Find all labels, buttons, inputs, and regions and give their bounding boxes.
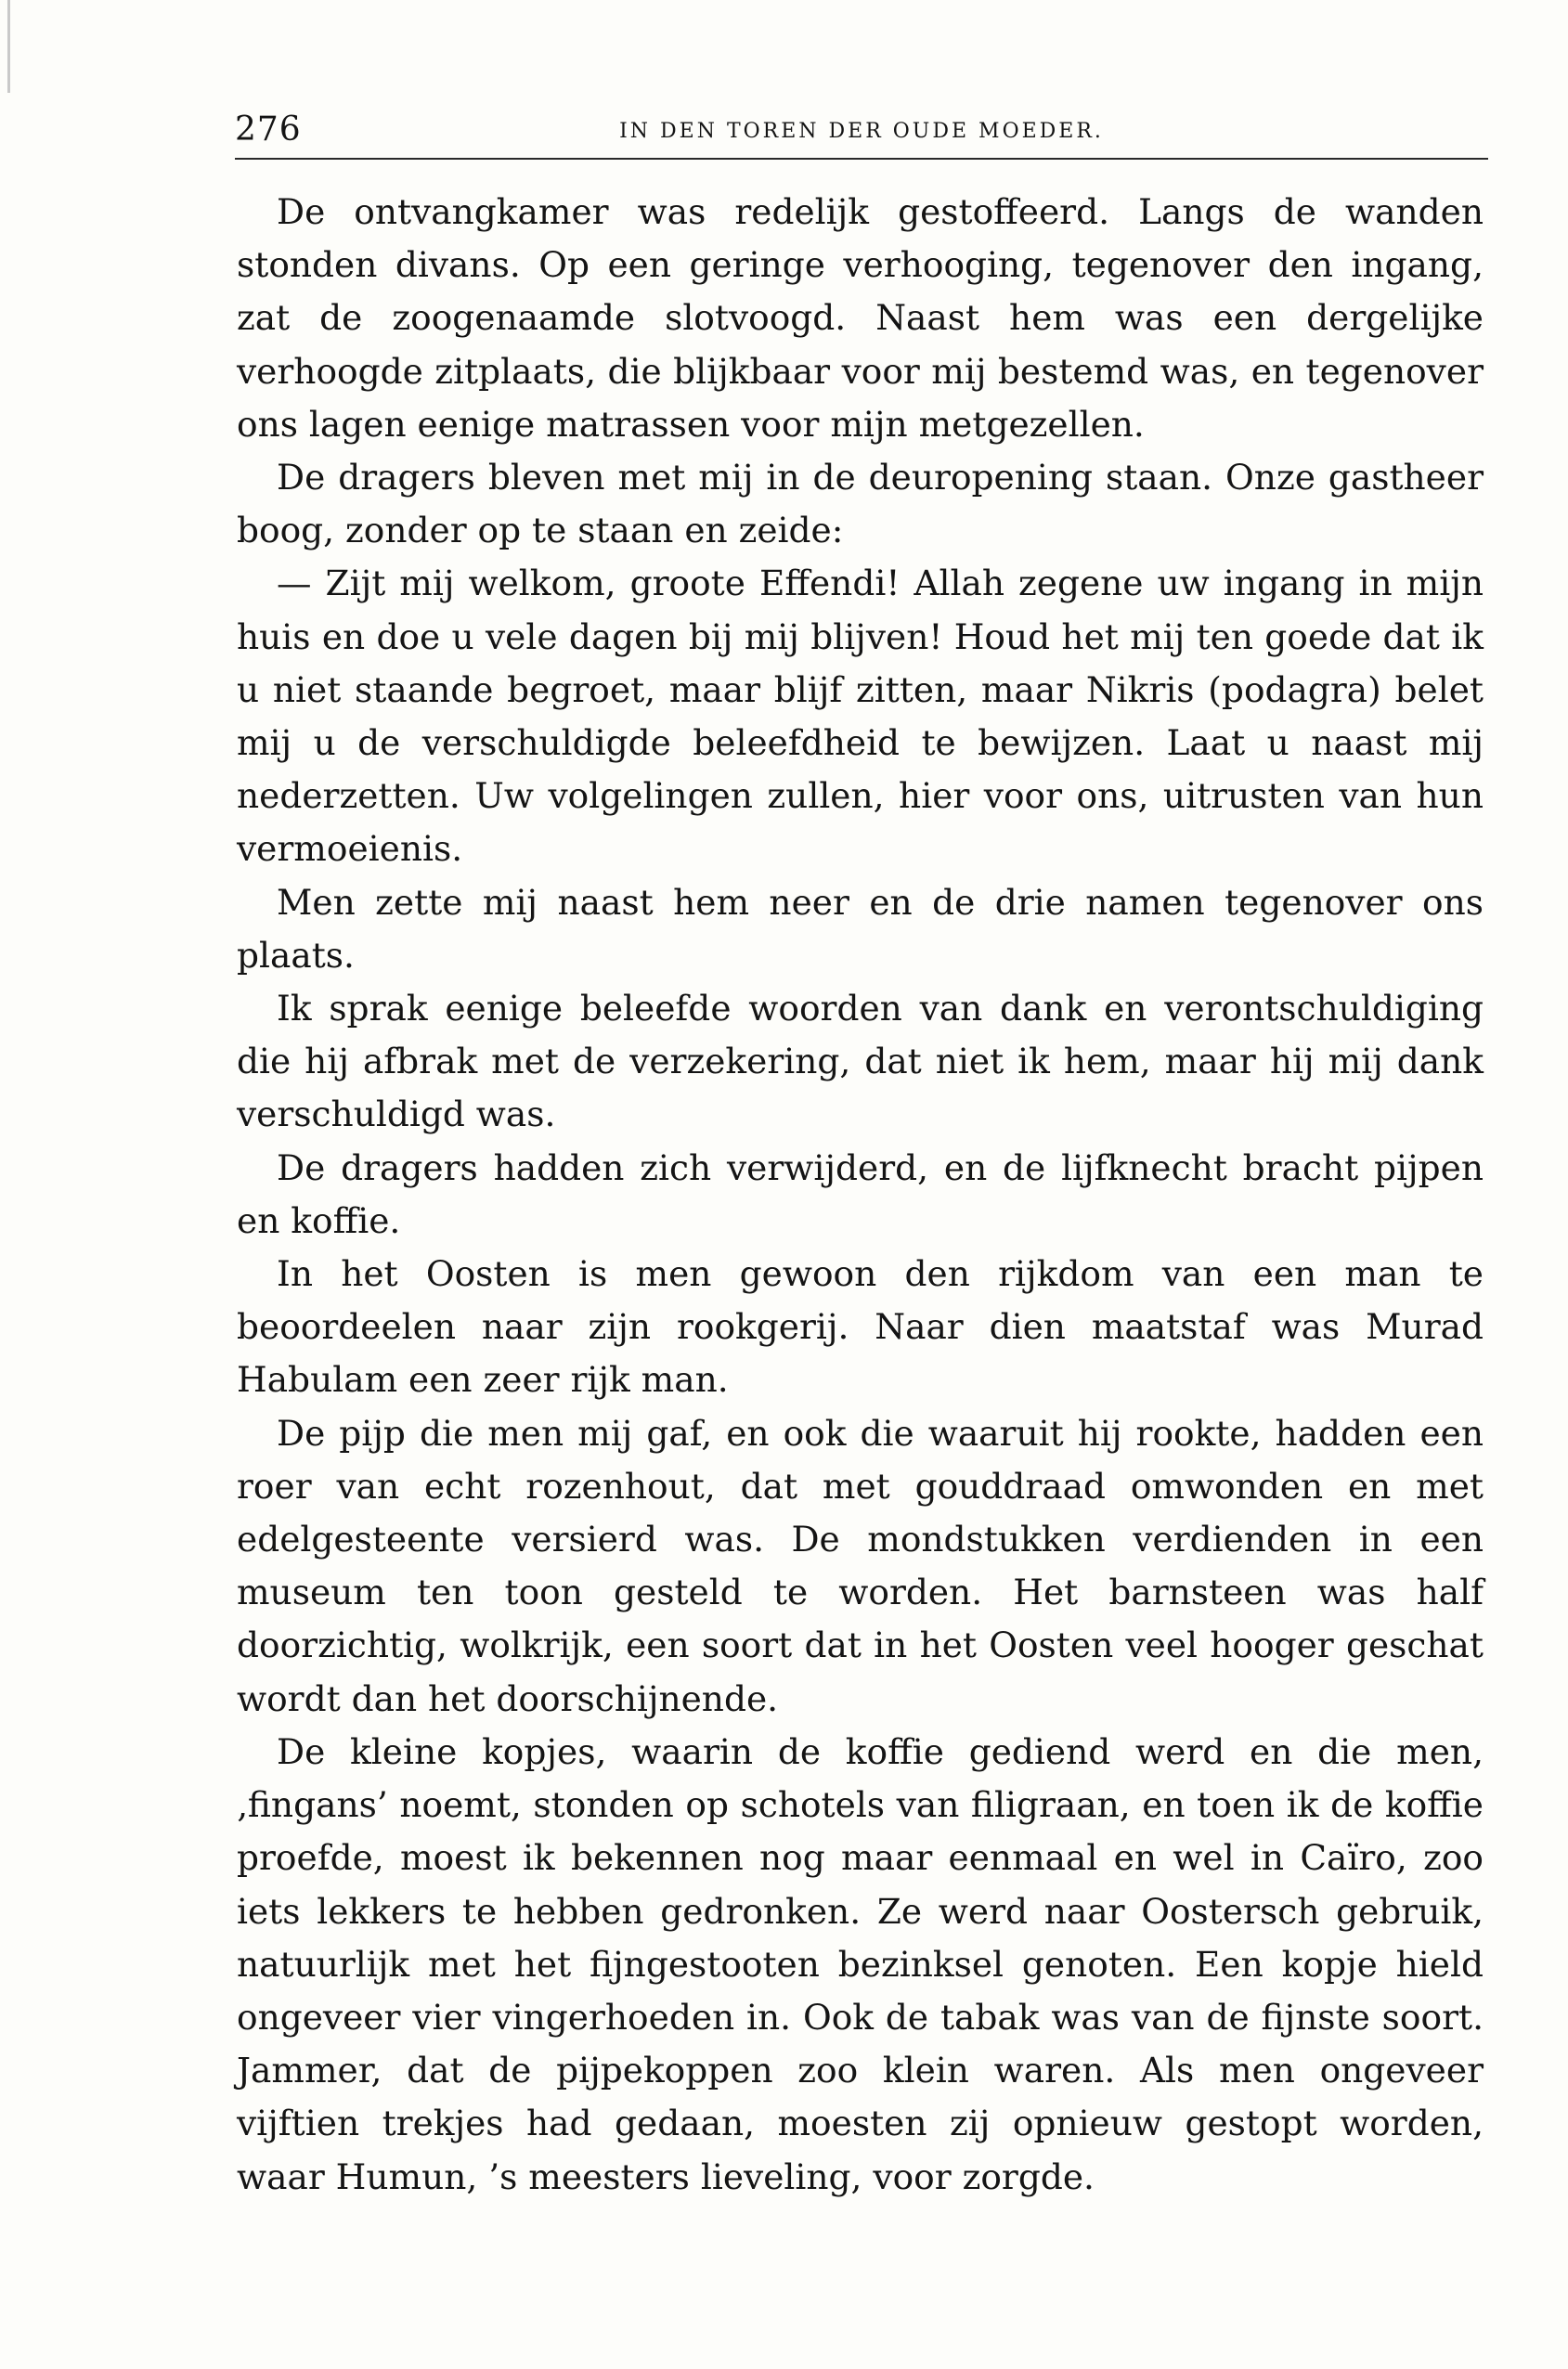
paragraph: In het Oosten is men gewoon den rijkdom van een man te beoordeelen naar zijn rookgerij. Naar dien maatstaf was Murad Habulam een zeer rijk man.	[237, 1253, 1484, 1401]
binding-edge-shadow	[7, 0, 10, 93]
page-header	[235, 110, 1488, 150]
running-title: IN DEN TOREN DER OUDE MOEDER.	[619, 120, 1104, 143]
paragraph: De dragers hadden zich verwijderd, en de lijfknecht bracht pijpen en koffie.	[237, 1146, 1484, 1241]
paragraph: De dragers bleven met mij in de deuropening staan. Onze gastheer boog, zonder op te staan en zeide:	[237, 457, 1484, 551]
page-number: 276	[235, 110, 302, 149]
paragraph: De kleine kopjes, waarin de koffie gediend werd en die men, ‚fingans’ noemt, stonden op schotels van filigraan, en toen ik de koffie proefde, moest ik bekennen nog maar eenmaal en wel in Caïro, zoo iets lekkers te hebben gedronken. Ze werd naar Oostersch gebruik, natuurlijk met het fijngestooten bezinksel genoten. Een kopje hield ongeveer vier vingerhoeden in. Ook de tabak was van de fijnste soort. Jammer, dat de pijpekoppen zoo klein waren. Als men ongeveer vijftien trekjes had gedaan, moesten zij opnieuw gestopt worden, waar Humun, ’s meesters lieveling, voor zorgde.	[237, 1730, 1484, 2197]
paragraph: De pijp die men mij gaf, en ook die waaruit hij rookte, hadden een roer van echt rozenhout, dat met gouddraad omwonden en met edelgesteente versierd was. De mondstukken verdienden in een museum ten toon gesteld te worden. Het barnsteen was half doorzichtig, wolkrijk, een soort dat in het Oosten veel hooger geschat wordt dan het doorschijnende.	[237, 1412, 1484, 1719]
body-text	[237, 186, 1484, 2204]
header-rule	[235, 158, 1488, 160]
paragraph: Men zette mij naast hem neer en de drie namen tegenover ons plaats.	[237, 881, 1484, 976]
paragraph: Ik sprak eenige beleefde woorden van dank en verontschuldiging die hij afbrak met de verzekering, dat niet ik hem, maar hij mij dank verschuldigd was.	[237, 988, 1484, 1135]
paragraph: De ontvangkamer was redelijk gestoffeerd. Langs de wanden stonden divans. Op een geringe verhooging, tegenover den ingang, zat de zoogenaamde slotvoogd. Naast hem was een dergelijke verhoogde zitplaats, die blijkbaar voor mij bestemd was, en tegenover ons lagen eenige matrassen voor mijn metgezellen.	[237, 191, 1484, 445]
paragraph: — Zijt mij welkom, groote Effendi! Allah zegene uw ingang in mijn huis en doe u vele dagen bij mij blijven! Houd het mij ten goede dat ik u niet staande begroet, maar blijf zitten, maar Nikris (podagra) belet mij u de verschuldigde beleefdheid te bewijzen. Laat u naast mij nederzetten. Uw volgelingen zullen, hier voor ons, uitrusten van hun vermoeienis.	[237, 563, 1484, 870]
